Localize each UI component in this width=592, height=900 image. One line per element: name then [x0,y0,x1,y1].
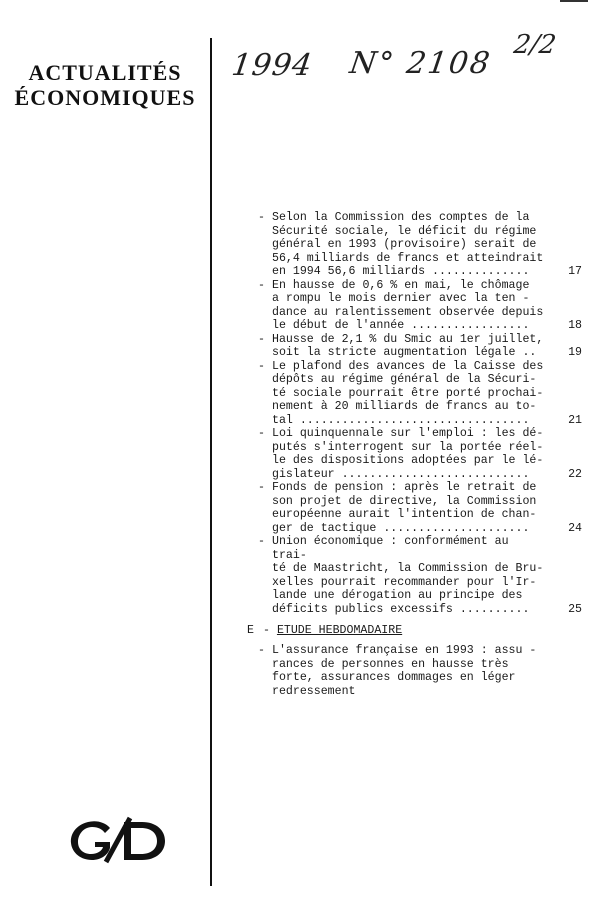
entry-dash: - [258,211,265,224]
entry-page-number: 25 [568,602,582,616]
study-text: L'assurance française en 1993 : assu - rances de personnes en hausse très forte, assurances dommages en léger redressement [272,644,537,698]
vertical-divider [210,38,212,886]
entry-page-number: 19 [568,346,582,359]
entry-page-number: 21 [568,413,582,427]
masthead-line-1: ACTUALITÉS [28,60,182,85]
toc-entry [258,535,588,616]
entry-page-number: 18 [568,319,582,332]
entry-text: En hausse de 0,6 % en mai, le chômage a rompu le mois dernier avec la ten - dance au ralentissement observée depuis le début de l'année ................. [272,278,544,332]
study-item [258,644,558,698]
entry-text: Loi quinquennale sur l'emploi : les dé- putés s'interrogent sur la portée réel- le des dispositions adoptées par le lé- gislateur ........................... [272,427,544,481]
entry-text: Fonds de pension : après le retrait de son projet de directive, la Commission européenne aurait l'intention de chan- ger de tactique ..................... [272,481,537,535]
toc-entry [258,427,588,481]
section-title: ETUDE HEBDOMADAIRE [276,624,403,637]
toc-entry [258,360,588,428]
entry-dash: - [258,359,265,373]
top-edge-mark [560,0,588,2]
entry-page-number: 24 [568,521,582,535]
entry-dash: - [258,332,265,346]
entry-text: Hausse de 2,1 % du Smic au 1er juillet, soit la stricte augmentation légale .. [272,332,544,359]
entry-dash: - [258,535,265,548]
entry-page-number: 22 [568,467,582,481]
toc-entry [258,211,588,279]
toc-entry [258,481,588,535]
entry-text: Union économique : conformément au trai- té de Maastricht, la Commission de Bru- xelles pourrait recommander pour l'Ir- lande une dérogation au principe des déficits publics excessifs .......... [272,535,544,616]
section-dash: - [263,624,270,637]
study-entry [258,644,558,698]
toc-entry [258,333,588,360]
handwritten-year: 1994 [229,48,315,83]
section-letter: E [247,624,254,637]
entry-dash: - [258,481,265,494]
entry-text: Le plafond des avances de la Caisse des dépôts au régime général de la Sécuri- té sociale pourrait être porté prochai- nement à 20 milliards de francs au to- tal ................................. [272,359,544,427]
entry-dash: - [258,644,265,657]
table-of-contents [258,211,588,616]
handwritten-page-number: 2/2 [511,30,558,60]
entry-dash: - [258,278,265,292]
gd-logo [66,816,170,864]
entry-dash: - [258,427,265,440]
masthead-line-2: ÉCONOMIQUES [14,85,196,110]
handwritten-issue-number: N° 2108 [347,46,494,81]
section-heading [247,624,402,638]
masthead-title [0,60,210,110]
entry-page-number: 17 [568,265,582,278]
toc-entry [258,279,588,333]
entry-text: Selon la Commission des comptes de la Sécurité sociale, le déficit du régime général en 1993 (provisoire) serait de 56,4 milliards de francs et atteindrait en 1994 56,6 milliards .............. [272,211,544,278]
